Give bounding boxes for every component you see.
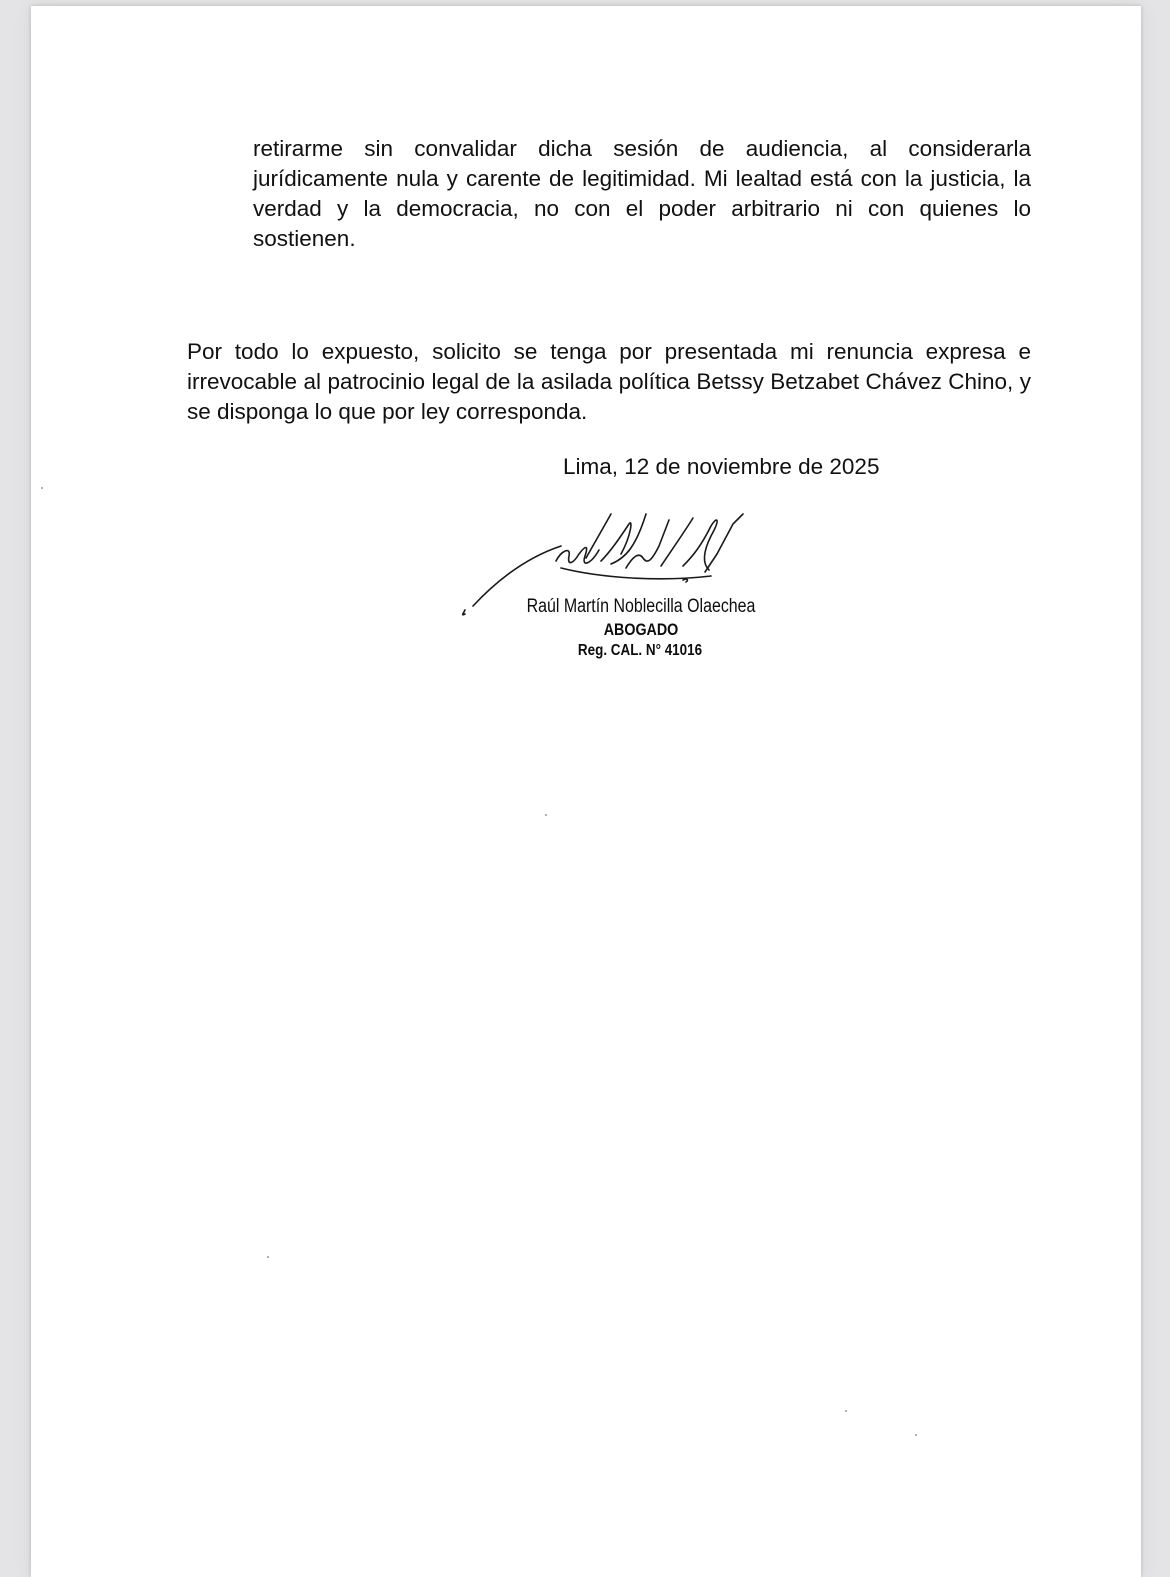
- scan-speck: [915, 1434, 917, 1436]
- paragraph-continuation: retirarme sin convalidar dicha sesión de audiencia, al considerarla jurídicamente nula y carente de legitimidad. Mi lealtad está con la justicia, la verdad y la democracia, no con el poder arbitrario ni con quienes lo sostienen.: [253, 136, 1031, 251]
- date-line: Lima, 12 de noviembre de 2025: [563, 454, 880, 479]
- scan-speck: [41, 487, 43, 489]
- scan-speck: [845, 1410, 847, 1412]
- paragraph-request: Por todo lo expuesto, solicito se tenga por presentada mi renuncia expresa e irrevocable al patrocinio legal de la asilada política Betssy Betzabet Chávez Chino, y se disponga lo que por ley corresponda.: [187, 339, 1031, 424]
- signatory-name: Raúl Martín Noblecilla Olaechea: [526, 596, 756, 617]
- scan-speck: [545, 814, 547, 816]
- signature-block: [491, 595, 791, 662]
- signatory-title: ABOGADO: [603, 620, 679, 639]
- document-page: [31, 6, 1141, 1577]
- scan-speck: [267, 1256, 269, 1258]
- signatory-registration: Reg. CAL. N° 41016: [577, 642, 703, 659]
